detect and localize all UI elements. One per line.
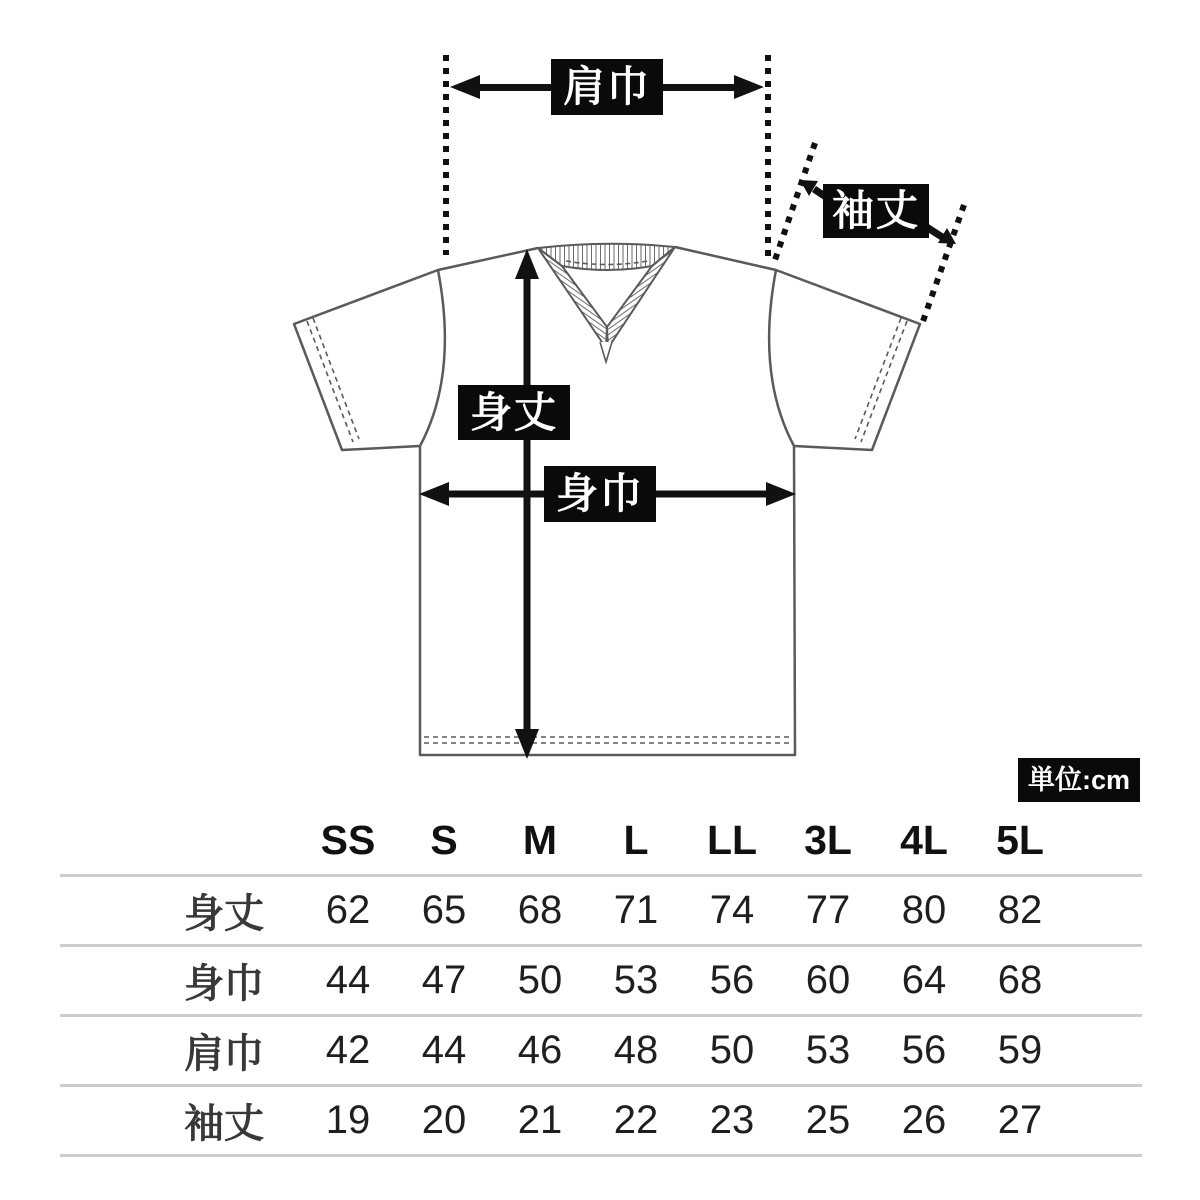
row-label: 肩巾 (184, 1032, 264, 1076)
cell-value: 46 (517, 1028, 563, 1072)
size-column-header: LL (706, 817, 758, 863)
size-column-header: 3L (804, 817, 852, 863)
cell-value: 53 (613, 958, 659, 1002)
cell-value: 26 (901, 1098, 947, 1142)
body-width-label: 身巾 (544, 466, 656, 522)
cell-value: 27 (997, 1098, 1043, 1142)
cell-value: 82 (997, 888, 1043, 932)
size-column-header: SS (320, 817, 376, 863)
cell-value: 42 (325, 1028, 371, 1072)
cell-value: 22 (613, 1098, 659, 1142)
cell-value: 77 (805, 888, 851, 932)
size-column-header: 4L (900, 817, 948, 863)
body-length-label: 身丈 (458, 385, 570, 440)
cell-value: 53 (805, 1028, 851, 1072)
header-spacer (1068, 807, 1142, 876)
row-label: 身丈 (184, 892, 264, 936)
cell-value: 44 (325, 958, 371, 1002)
cell-value: 65 (421, 888, 467, 932)
cell-value: 21 (517, 1098, 563, 1142)
size-column-header: M (522, 817, 558, 863)
cell-value: 71 (613, 888, 659, 932)
cell-value: 19 (325, 1098, 371, 1142)
left-sleeve (294, 270, 445, 450)
cell-value: 44 (421, 1028, 467, 1072)
sleeve-guide-top (775, 143, 815, 260)
cell-value: 48 (613, 1028, 659, 1072)
shoulder-width-label: 肩巾 (551, 59, 663, 115)
cell-value: 50 (517, 958, 563, 1002)
table-row-body-width (60, 946, 1142, 1016)
cell-value: 74 (709, 888, 755, 932)
cell-value: 20 (421, 1098, 467, 1142)
cell-value: 62 (325, 888, 371, 932)
row-label: 身巾 (184, 962, 264, 1006)
cell-value: 50 (709, 1028, 755, 1072)
table-row-sleeve-length (60, 1086, 1142, 1156)
cell-value: 59 (997, 1028, 1043, 1072)
cell-value: 47 (421, 958, 467, 1002)
cell-value: 56 (709, 958, 755, 1002)
table-row-shoulder-width (60, 1016, 1142, 1086)
size-table (60, 807, 1142, 1157)
cell-value: 25 (805, 1098, 851, 1142)
size-column-header: 5L (996, 817, 1044, 863)
cell-value: 64 (901, 958, 947, 1002)
table-row-body-length (60, 876, 1142, 946)
cell-value: 80 (901, 888, 947, 932)
header-spacer (60, 807, 300, 876)
row-label: 袖丈 (184, 1102, 264, 1146)
cell-value: 60 (805, 958, 851, 1002)
unit-note-label: 単位:cm (1018, 758, 1140, 802)
vneck-collar (538, 244, 675, 362)
size-column-header: L (623, 817, 649, 863)
cell-value: 68 (997, 958, 1043, 1002)
cell-value: 23 (709, 1098, 755, 1142)
right-sleeve (769, 270, 920, 450)
cell-value: 68 (517, 888, 563, 932)
size-table-header-row (60, 807, 1142, 876)
cell-value: 56 (901, 1028, 947, 1072)
collar-tip-seam (600, 342, 612, 362)
sleeve-length-label: 袖丈 (823, 184, 929, 238)
size-column-header: S (430, 817, 458, 863)
